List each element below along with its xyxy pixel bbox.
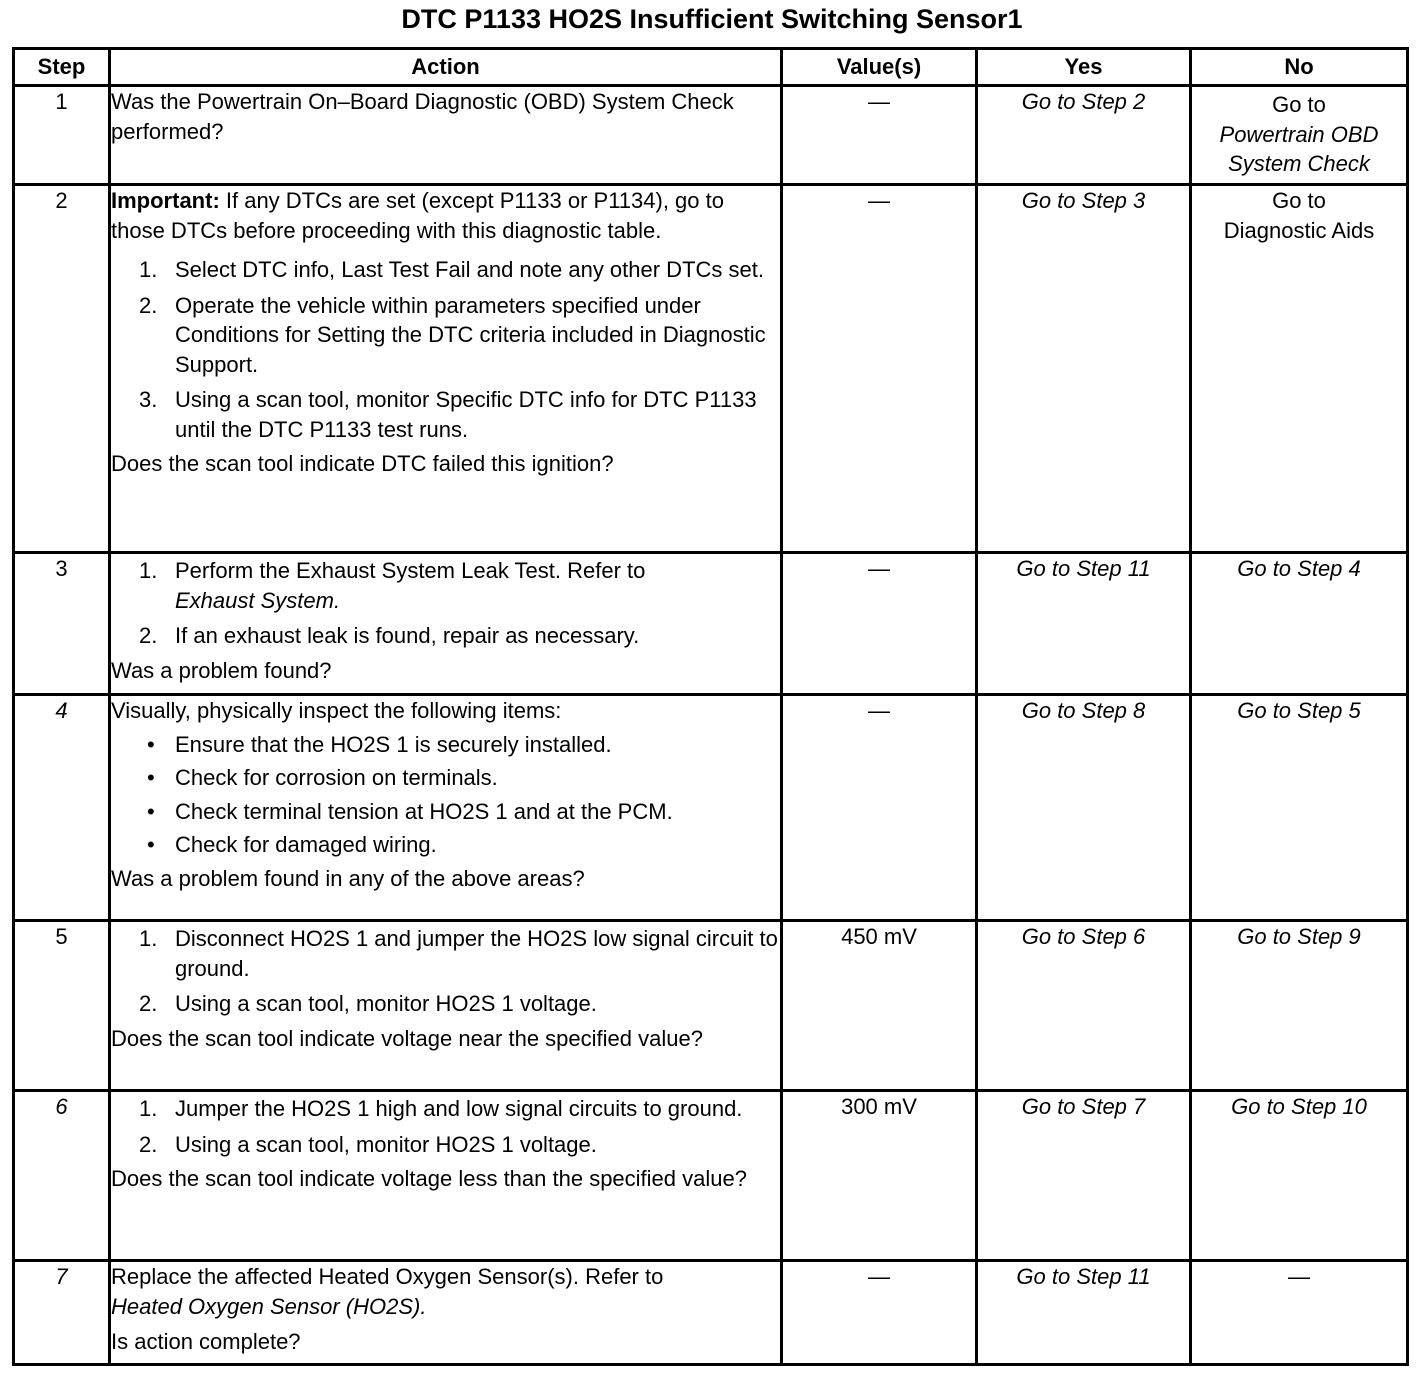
yes-cell [977, 921, 1191, 1091]
action-text: Was the Powertrain On–Board Diagnostic (OBD) System Check performed? [111, 89, 734, 144]
table-row [14, 1091, 1408, 1261]
no-text: — [1288, 1264, 1310, 1289]
no-cell [1191, 86, 1408, 185]
action-reference: Heated Oxygen Sensor (HO2S). [111, 1293, 427, 1319]
header-yes: Yes [977, 49, 1191, 86]
yes-cell [977, 695, 1191, 921]
list-text: Jumper the HO2S 1 high and low signal circuits to ground. [175, 1096, 743, 1121]
action-text-main: Replace the affected Heated Oxygen Sensor(s). Refer to [111, 1264, 664, 1289]
list-text: Perform the Exhaust System Leak Test. Refer to [175, 558, 646, 583]
question-text: Does the scan tool indicate voltage near the specified value? [111, 1025, 703, 1051]
value-cell: 300 mV [782, 1091, 977, 1261]
diagnostic-table [12, 47, 1409, 1366]
list-text: Disconnect HO2S 1 and jumper the HO2S low signal circuit to ground. [175, 926, 778, 981]
header-row [14, 49, 1408, 86]
list-number: 1. [139, 926, 158, 951]
yes-link: Go to Step 11 [1016, 556, 1151, 581]
yes-cell [977, 86, 1191, 185]
yes-link: Go to Step 2 [1021, 89, 1146, 114]
list-item [111, 924, 780, 983]
list-text: Using a scan tool, monitor HO2S 1 voltage. [175, 1131, 597, 1157]
step-number: 3 [14, 553, 110, 695]
list-number: 2. [139, 292, 158, 318]
header-no: No [1191, 49, 1408, 86]
list-text: Check for damaged wiring. [175, 832, 437, 857]
list-item [111, 1130, 780, 1160]
yes-link: Go to Step 11 [1016, 1264, 1151, 1289]
no-cell [1191, 695, 1408, 921]
step-number [14, 1091, 110, 1261]
list-item [111, 763, 780, 793]
no-cell [1191, 553, 1408, 695]
yes-cell [977, 553, 1191, 695]
yes-link: Go to Step 7 [1021, 1094, 1146, 1119]
list-text: Select DTC info, Last Test Fail and note any other DTCs set. [175, 257, 764, 282]
step-number: 5 [14, 921, 110, 1091]
list-item [111, 830, 780, 860]
intro-text: Visually, physically inspect the following items: [111, 698, 562, 723]
list-text: Operate the vehicle within parameters specified under Conditions for Setting the DTC criteria included in Diagnostic Support. [175, 292, 766, 377]
list-item [111, 730, 780, 760]
value-cell: — [782, 86, 977, 185]
bullet-icon: • [147, 731, 155, 757]
list-number: 3. [139, 387, 158, 412]
action-cell [110, 185, 782, 553]
important-note [111, 186, 780, 245]
no-cell [1191, 1091, 1408, 1261]
yes-link: Go to Step 3 [1021, 188, 1146, 213]
bullet-icon: • [147, 765, 155, 790]
list-item [111, 797, 780, 827]
table-row [14, 185, 1408, 553]
action-cell [110, 1091, 782, 1261]
question-text: Is action complete? [111, 1329, 301, 1354]
bullet-icon: • [147, 832, 155, 857]
value-cell: — [782, 553, 977, 695]
list-number: 1. [139, 257, 158, 282]
list-number: 2. [139, 623, 158, 648]
no-reference: Powertrain OBD System Check [1219, 121, 1379, 176]
yes-cell [977, 185, 1191, 553]
list-reference: Exhaust System. [175, 587, 341, 613]
list-number: 1. [139, 1096, 158, 1121]
page-title: DTC P1133 HO2S Insufficient Switching Sensor1 [401, 4, 1023, 34]
question-text: Was a problem found? [111, 657, 332, 683]
list-text: Ensure that the HO2S 1 is securely installed. [175, 731, 612, 757]
table-row [14, 695, 1408, 921]
yes-cell [977, 1091, 1191, 1261]
table-row [14, 1261, 1408, 1365]
no-reference: Diagnostic Aids [1223, 217, 1375, 243]
action-cell [110, 553, 782, 695]
action-cell [110, 695, 782, 921]
list-item [111, 385, 780, 444]
header-step: Step [14, 49, 110, 86]
no-link: Go to Step 4 [1237, 556, 1361, 581]
table-row [14, 86, 1408, 185]
no-link: Go to Step 5 [1237, 698, 1361, 723]
header-values: Value(s) [782, 49, 977, 86]
no-cell [1191, 921, 1408, 1091]
no-cell [1191, 185, 1408, 553]
action-cell [110, 1261, 782, 1365]
list-text: Check for corrosion on terminals. [175, 765, 498, 790]
step-number-text: 6 [55, 1094, 68, 1119]
value-cell: — [782, 1261, 977, 1365]
list-text: Using a scan tool, monitor Specific DTC info for DTC P1133 until the DTC P1133 test runs. [175, 387, 757, 442]
list-item [111, 556, 780, 615]
no-cell [1191, 1261, 1408, 1365]
value-cell: 450 mV [782, 921, 977, 1091]
question-text: Does the scan tool indicate DTC failed this ignition? [111, 451, 614, 476]
bullet-icon: • [147, 798, 155, 824]
list-number: 2. [139, 991, 158, 1016]
important-label: Important: [111, 188, 220, 213]
question-text: Was a problem found in any of the above areas? [111, 865, 585, 891]
step-number-text: 7 [55, 1264, 68, 1289]
list-number: 1. [139, 558, 158, 583]
table-row [14, 553, 1408, 695]
list-item [111, 621, 780, 651]
list-number: 2. [139, 1131, 158, 1157]
question-text: Does the scan tool indicate voltage less than the specified value? [111, 1166, 747, 1191]
no-link: Go to Step 10 [1231, 1094, 1367, 1119]
yes-cell [977, 1261, 1191, 1365]
list-text: Check terminal tension at HO2S 1 and at the PCM. [175, 798, 673, 824]
value-cell: — [782, 695, 977, 921]
step-number [14, 695, 110, 921]
important-text: If any DTCs are set (except P1133 or P1134), go to those DTCs before proceeding with this diagnostic table. [111, 188, 724, 243]
list-text: If an exhaust leak is found, repair as necessary. [175, 623, 640, 648]
yes-link: Go to Step 6 [1021, 924, 1146, 949]
step-number-text: 4 [55, 698, 68, 723]
no-prefix: Go to [1272, 92, 1326, 117]
list-item [111, 989, 780, 1019]
value-cell: — [782, 185, 977, 553]
step-number: 1 [14, 86, 110, 185]
list-item [111, 1094, 780, 1124]
no-prefix: Go to [1272, 188, 1326, 213]
no-link: Go to Step 9 [1237, 924, 1361, 949]
action-cell [110, 86, 782, 185]
yes-link: Go to Step 8 [1021, 698, 1146, 723]
list-item [111, 291, 780, 380]
step-number: 2 [14, 185, 110, 553]
header-action: Action [110, 49, 782, 86]
list-text: Using a scan tool, monitor HO2S 1 voltage. [175, 991, 597, 1016]
table-row [14, 921, 1408, 1091]
list-item [111, 255, 780, 285]
action-cell [110, 921, 782, 1091]
step-number [14, 1261, 110, 1365]
action-text [111, 1262, 780, 1321]
